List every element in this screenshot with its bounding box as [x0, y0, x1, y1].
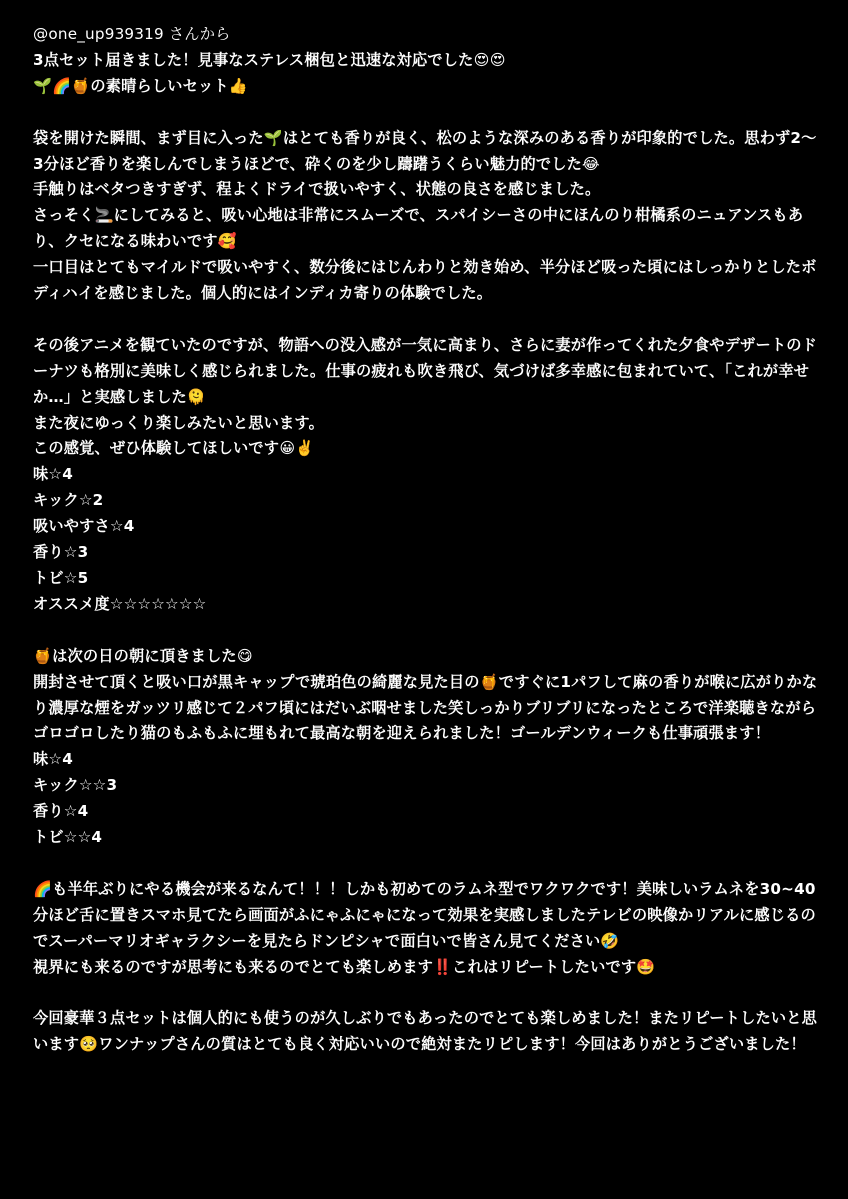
paragraph-gap [33, 618, 823, 644]
rating-line: キック☆☆3 [33, 776, 118, 795]
paragraph-intro [33, 22, 823, 100]
sender-line: @one_up939319 さんから [33, 25, 231, 43]
review-note [33, 22, 823, 1058]
note-line: さっそく🚬にしてみると、吸い心地は非常にスムーズで、スパイシーさの中にほんのり柑橘系のニュアンスもあり、クセになる味わいです🥰 [33, 206, 804, 251]
note-line: 3点セット届きました！見事なステレス梱包と迅速な対応でした😍😍 [33, 50, 506, 69]
paragraph-closing [33, 1006, 823, 1058]
rating-line: 味☆4 [33, 750, 73, 769]
rating-line: トビ☆☆4 [33, 828, 103, 847]
note-line: 🌈も半年ぶりにやる機会が来るなんて！！！しかも初めてのラムネ型でワクワクです！美味しいラムネを30~40分ほど舌に置きスマホ見てたら画面がふにゃふにゃになって効果を実感しましたテレビの映像かリアルに感じるのでスーパーマリオギャラクシーを見たらドンピシャで面白いで皆さん見てください🤣 [33, 879, 816, 950]
note-line: 一口目はとてもマイルドで吸いやすく、数分後にはじんわりと効き始め、半分ほど吸った頃にはしっかりとしたボディハイを感じました。個人的にはインディカ寄りの体験でした。 [33, 258, 817, 303]
paragraph-rainbow-review [33, 877, 823, 981]
note-line: 開封させて頂くと吸い口が黒キャップで琥珀色の綺麗な見た目の🍯ですぐに1パフして麻の香りが喉に広がりかなり濃厚な煙をガッツリ感じて２パフ頃にはだいぶ咽せました笑しっかりブリブリになったところで洋楽聴きながらゴロゴロしたり猫のもふもふに埋もれて最高な朝を迎えられました！ゴールデンウィークも仕事頑張ます！ [33, 672, 818, 743]
paragraph-gap [33, 980, 823, 1006]
note-line: 視界にも来るのですが思考にも来るのでとても楽しめます‼️これはリピートしたいです🤩 [33, 957, 656, 976]
paragraph-gap [33, 307, 823, 333]
rating-line: 吸いやすさ☆4 [33, 517, 135, 536]
note-line: この感覚、ぜひ体験してほしいです😀✌️ [33, 439, 315, 458]
note-line: また夜にゆっくり楽しみたいと思います。 [33, 413, 324, 432]
paragraph-first-impression [33, 126, 823, 307]
paragraph-honey-review [33, 644, 823, 851]
rating-line: 味☆4 [33, 465, 73, 484]
note-line: 手触りはベタつきすぎず、程よくドライで扱いやすく、状態の良さを感じました。 [33, 180, 601, 199]
note-line: 袋を開けた瞬間、まず目に入った🌱はとても香りが良く、松のような深みのある香りが印象的でした。思わず2〜3分ほど香りを楽しんでしまうほどで、砕くのを少し躊躇うくらい魅力的でした😂 [33, 128, 817, 173]
note-line: 今回豪華３点セットは個人的にも使うのが久しぶりでもあったのでとても楽しめました！またリピートしたいと思います🥺ワンナップさんの質はとても良く対応いいので絶対またリピします！今回はありがとうございました！ [33, 1009, 818, 1054]
note-line: 🍯は次の日の朝に頂きました😋 [33, 646, 253, 665]
paragraph-gap [33, 100, 823, 126]
rating-line: 香り☆4 [33, 802, 89, 821]
note-line: その後アニメを観ていたのですが、物語への没入感が一気に高まり、さらに妻が作ってくれた夕食やデザートのドーナツも格別に美味しく感じられました。仕事の疲れも吹き飛び、気づけば多幸感に包まれていて、「これが幸せか…」と実感しました🫠 [33, 335, 818, 406]
rating-line: キック☆2 [33, 491, 104, 510]
rating-line: オススメ度☆☆☆☆☆☆☆ [33, 594, 207, 613]
rating-line: トビ☆5 [33, 569, 89, 587]
paragraph-gap [33, 851, 823, 877]
rating-line: 香り☆3 [33, 543, 89, 562]
paragraph-experience-ratings [33, 333, 823, 618]
note-line: 🌱🌈🍯の素晴らしいセット👍 [33, 76, 248, 95]
